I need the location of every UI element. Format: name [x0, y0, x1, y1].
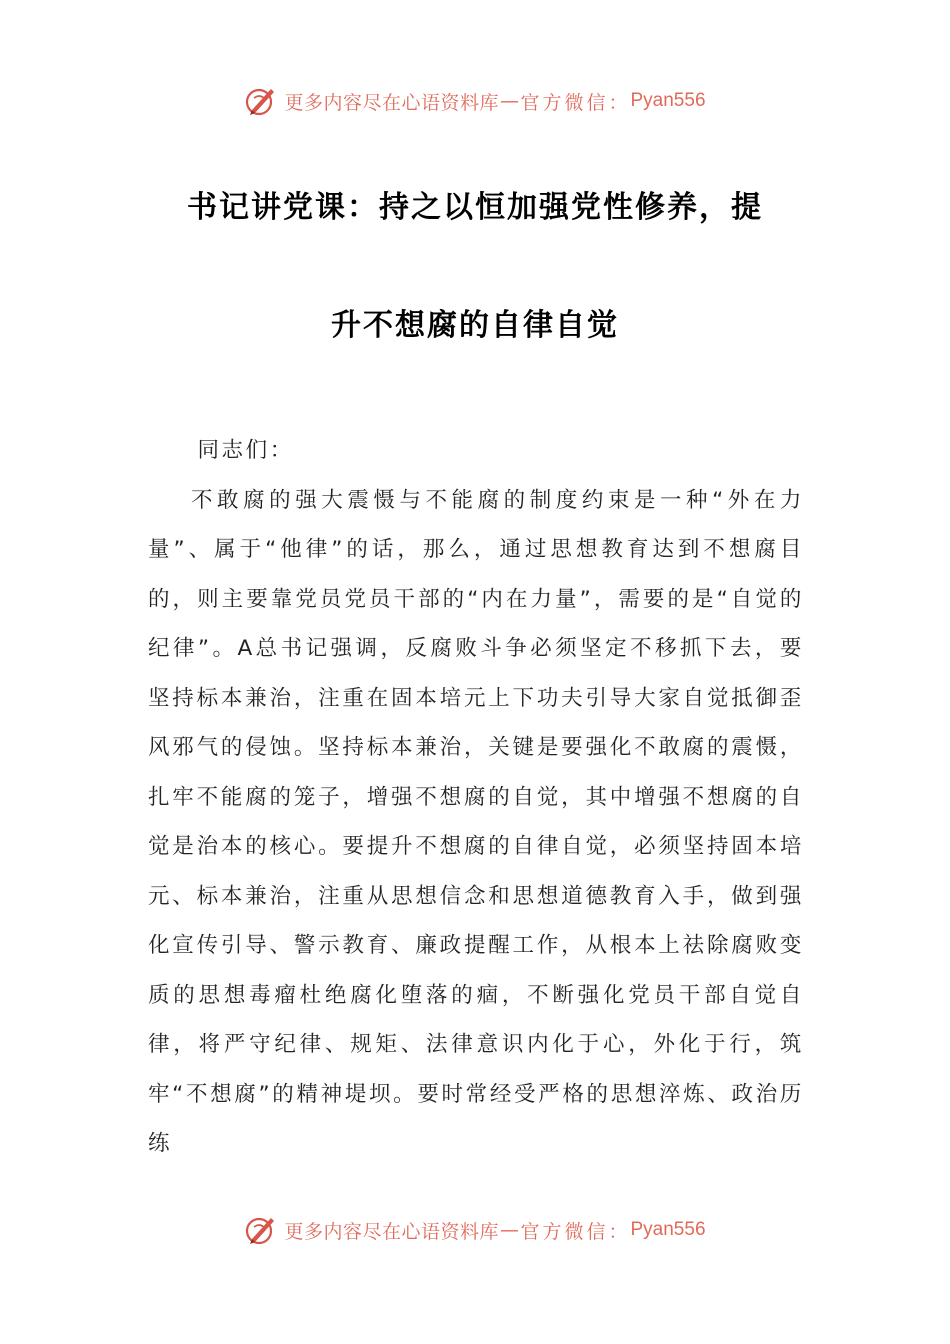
watermark-wechat-id: Pyan556 — [630, 90, 706, 111]
document-title-line1: 书记讲党课：持之以恒加强党性修养，提 — [187, 190, 763, 225]
paragraph: 不敢腐的强大震慑与不能腐的制度约束是一种“外在力量”、属于“他律”的话，那么，通过思想教育达到不想腐目的，则主要靠党员党员干部的“内在力量”，需要的是“自觉的纪律”。A总书记强调，反腐败斗争必须坚定不移抓下去，要坚持标本兼治，注重在固本培元上下功夫引导大家自觉抵御歪风邪气的侵蚀。坚持标本兼治，关键是要强化不敢腐的震慑，扎牢不能腐的笼子，增强不想腐的自觉，其中增强不想腐的自觉是治本的核心。要提升不想腐的自律自觉，必须坚持固本培元、标本兼治，注重从思想信念和思想道德教育入手，做到强化宣传引导、警示教育、廉政提醒工作，从根本上祛除腐败变质的思想毒瘤杜绝腐化堕落的痼，不断强化党员干部自觉自律，将严守纪律、规矩、法律意识内化于心，外化于行，筑牢“不想腐”的精神堤坝。要时常经受严格的思想淬炼、政治历练 — [148, 487, 804, 1156]
watermark-separator: — — [499, 1219, 520, 1241]
pen-logo-icon — [244, 1213, 278, 1247]
watermark-wechat-label: 官方微信： — [520, 91, 631, 114]
header-watermark — [0, 84, 950, 118]
watermark-wechat-id: Pyan556 — [630, 1219, 706, 1240]
footer-watermark — [0, 1213, 950, 1247]
watermark-brand: 更多内容尽在心语资料库 — [284, 1220, 499, 1243]
watermark-wechat-label: 官方微信： — [520, 1220, 631, 1243]
greeting: 同志们： — [197, 438, 294, 463]
document-title-line2: 升不想腐的自律自觉 — [331, 308, 619, 343]
pen-logo-icon — [244, 84, 278, 118]
watermark-separator: — — [499, 90, 520, 112]
document-body — [148, 426, 804, 1169]
watermark-brand: 更多内容尽在心语资料库 — [284, 91, 499, 114]
